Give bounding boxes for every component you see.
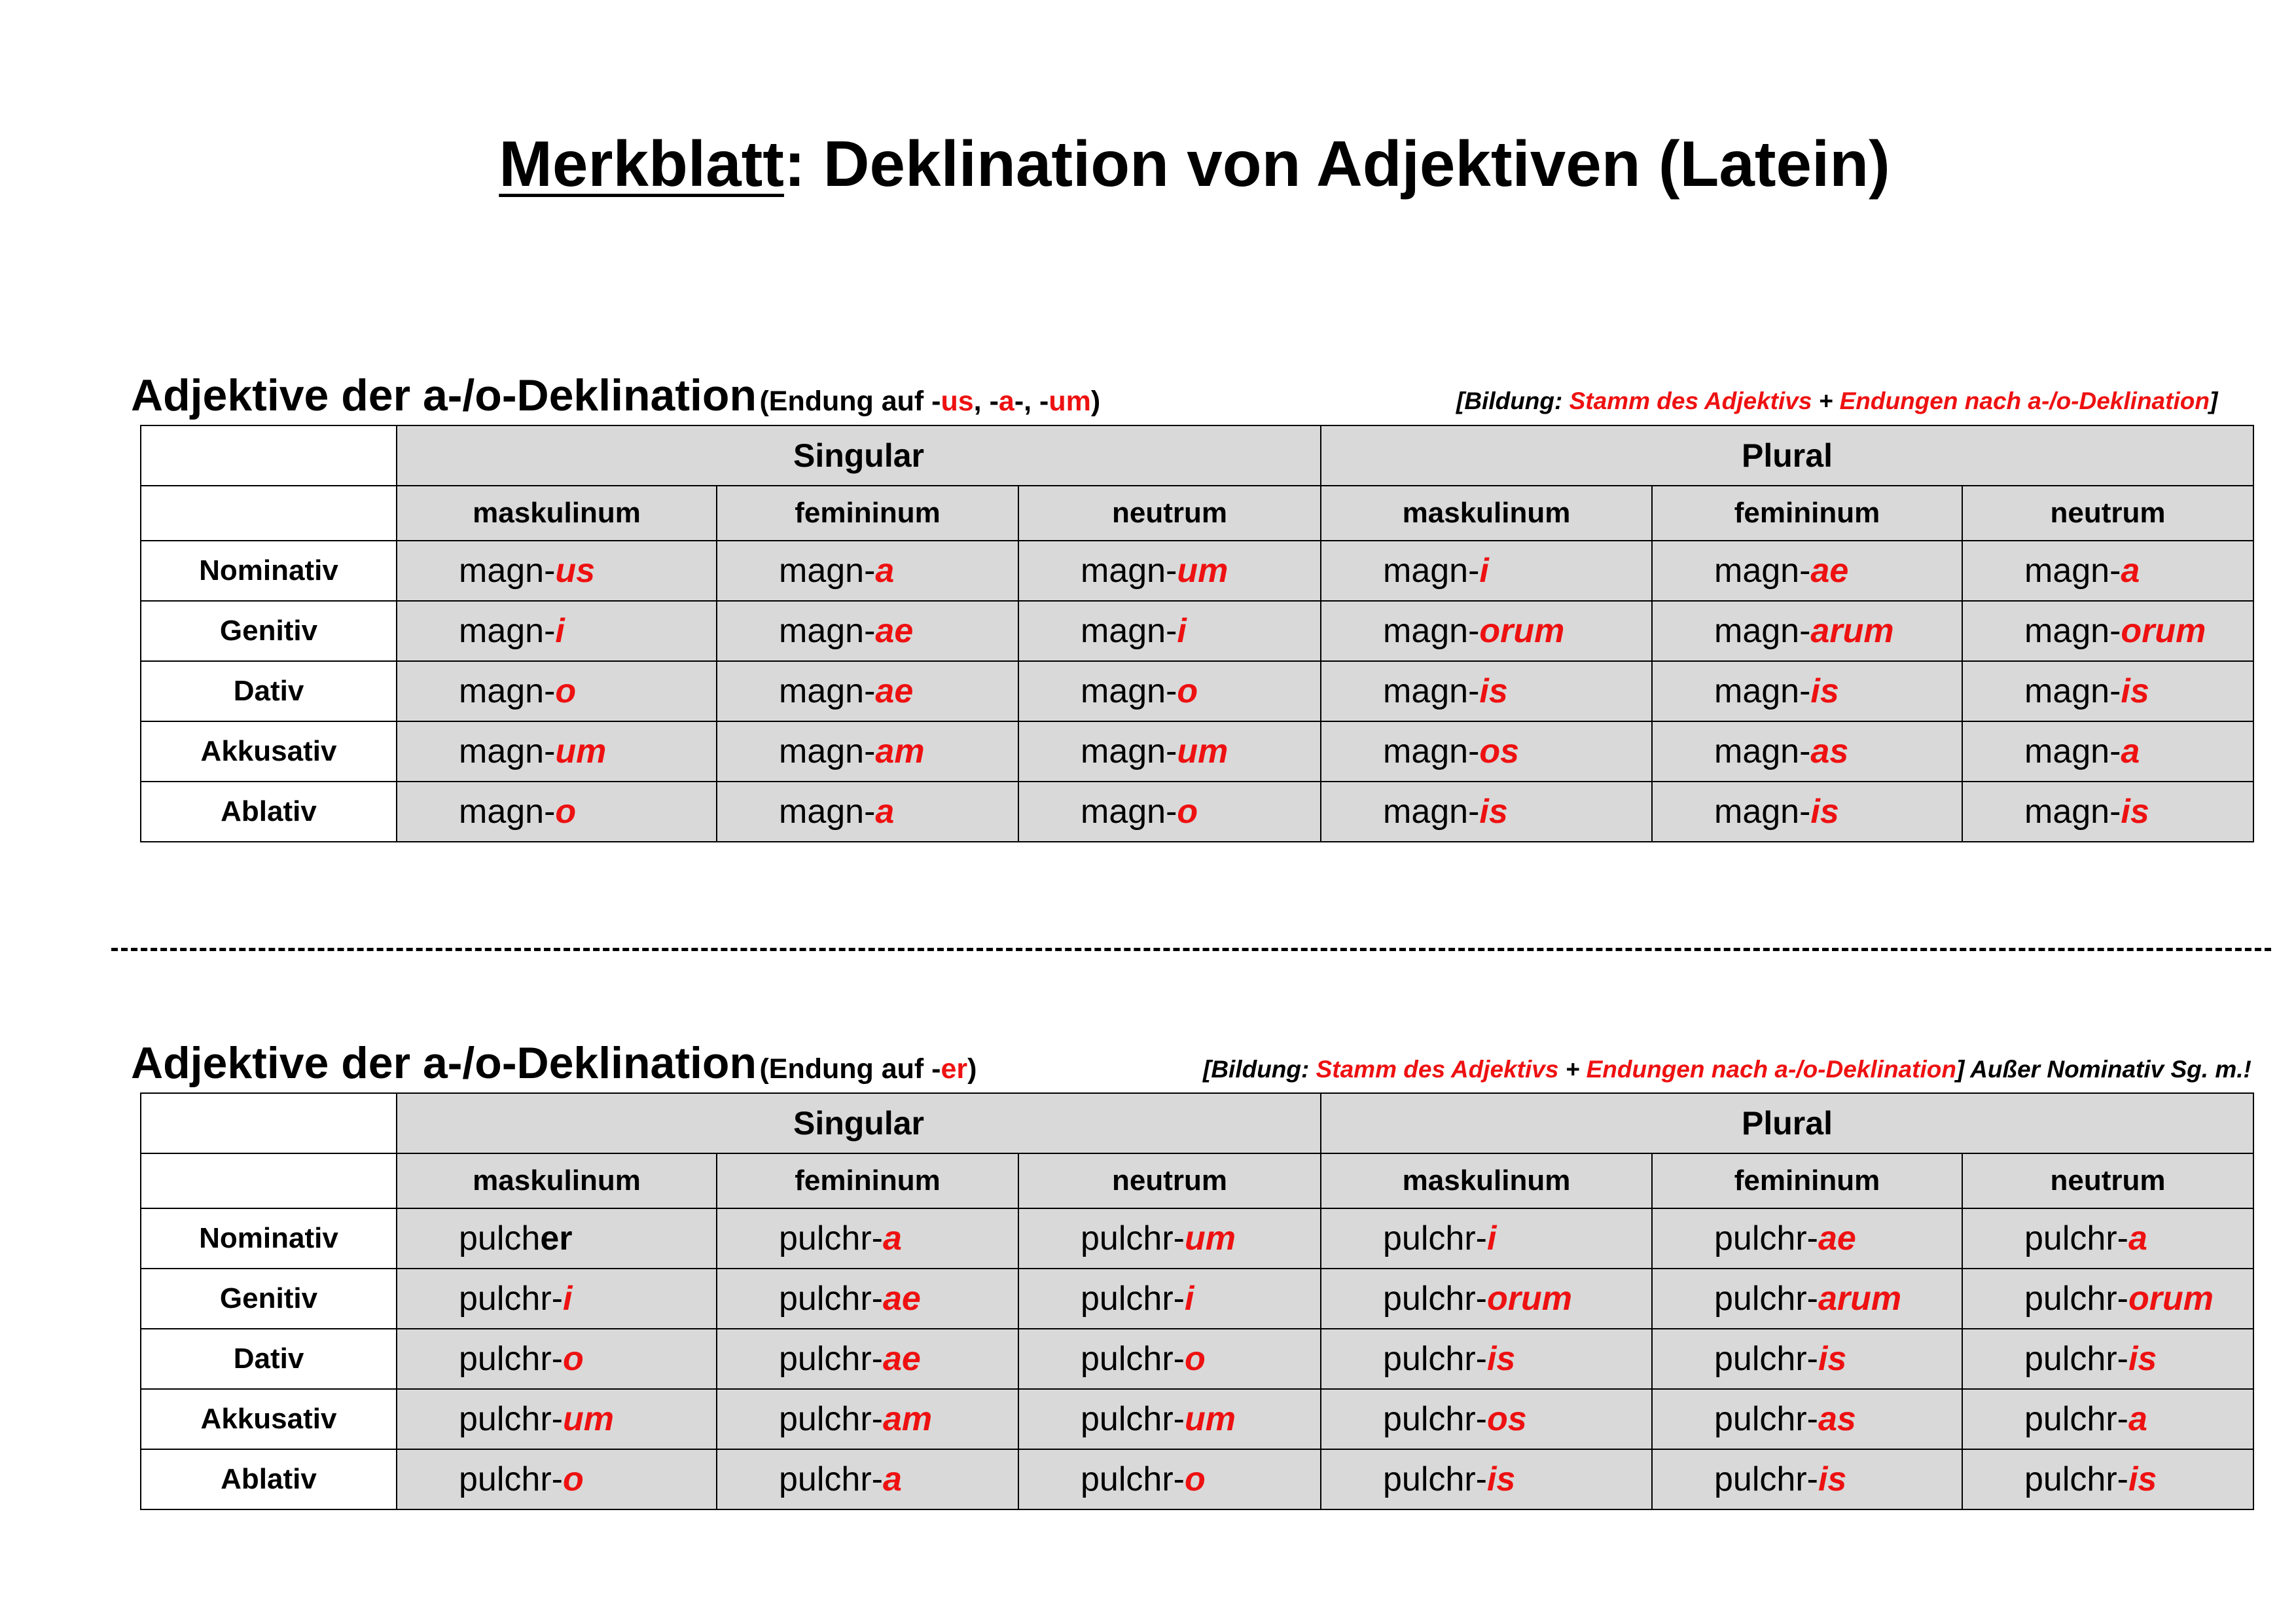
stem-text: magn- bbox=[459, 732, 556, 770]
form-cell bbox=[1652, 1329, 1962, 1389]
gender-header: neutrum bbox=[1962, 486, 2253, 541]
form-cell bbox=[1962, 1389, 2253, 1449]
ending-text: um bbox=[562, 1400, 614, 1438]
ending-text: a bbox=[875, 552, 895, 590]
gender-header: femininum bbox=[1652, 486, 1962, 541]
form-cell bbox=[1962, 1269, 2253, 1329]
stem-text: pulchr- bbox=[459, 1280, 563, 1318]
ending-text: a bbox=[2128, 1400, 2147, 1438]
form-cell bbox=[1018, 721, 1321, 782]
stem-text: pulchr- bbox=[2024, 1219, 2128, 1257]
ending-text: ae bbox=[1818, 1219, 1856, 1257]
gender-header: neutrum bbox=[1018, 486, 1321, 541]
stem-text: magn- bbox=[1714, 672, 1811, 710]
form-cell bbox=[717, 782, 1018, 842]
ending-text: os bbox=[1479, 732, 1520, 770]
ending-text: os bbox=[1486, 1400, 1527, 1438]
case-label: Dativ bbox=[141, 661, 397, 721]
ending-text: ae bbox=[882, 1340, 921, 1378]
form-cell bbox=[717, 1389, 1018, 1449]
section2-declension-table bbox=[140, 1092, 2254, 1510]
stem-text: magn- bbox=[2024, 732, 2121, 770]
stem-text: pulchr- bbox=[1383, 1460, 1487, 1498]
form-cell bbox=[1962, 782, 2253, 842]
form-cell bbox=[1321, 1208, 1652, 1269]
stem-text: pulchr- bbox=[779, 1340, 883, 1378]
table-row bbox=[141, 601, 2253, 661]
stem-text: magn- bbox=[779, 552, 876, 590]
form-cell bbox=[717, 1208, 1018, 1269]
section2-title: Adjektive der a-/o-Deklination bbox=[131, 1038, 757, 1088]
ending-text: us bbox=[555, 552, 596, 590]
stem-text: magn- bbox=[1383, 612, 1480, 650]
form-cell bbox=[397, 721, 717, 782]
ending-text: o bbox=[562, 1340, 584, 1378]
stem-text: magn- bbox=[1714, 732, 1811, 770]
section1-title: Adjektive der a-/o-Deklination bbox=[131, 370, 757, 420]
stem-text: magn- bbox=[779, 793, 876, 831]
stem-text: magn- bbox=[1714, 793, 1811, 831]
form-cell bbox=[1321, 1389, 1652, 1449]
form-cell bbox=[397, 1208, 717, 1269]
stem-text: pulchr- bbox=[1714, 1219, 1818, 1257]
stem-text: magn- bbox=[1081, 552, 1177, 590]
ending-text: am bbox=[882, 1400, 933, 1438]
form-cell bbox=[397, 661, 717, 721]
form-cell bbox=[1962, 661, 2253, 721]
ending-text: is bbox=[2121, 672, 2149, 710]
ending-text: is bbox=[2121, 793, 2149, 831]
ending-text: er bbox=[540, 1219, 573, 1257]
ending-text: arum bbox=[1810, 612, 1894, 650]
stem-text: pulchr- bbox=[779, 1400, 883, 1438]
ending-text: ae bbox=[875, 612, 914, 650]
section-divider bbox=[111, 948, 2271, 951]
section2-ending-hint: (Endung auf -er) bbox=[759, 1053, 977, 1085]
stem-text: magn- bbox=[459, 552, 556, 590]
stem-text: magn- bbox=[2024, 793, 2121, 831]
ending-text: i bbox=[1486, 1219, 1497, 1257]
ending-text: i bbox=[1479, 552, 1489, 590]
stem-text: pulch bbox=[459, 1219, 541, 1257]
stem-text: pulchr- bbox=[2024, 1400, 2128, 1438]
ending-text: a bbox=[882, 1219, 902, 1257]
case-label: Ablativ bbox=[141, 782, 397, 842]
form-cell bbox=[1018, 1208, 1321, 1269]
ending-text: orum bbox=[1479, 612, 1565, 650]
form-cell bbox=[717, 661, 1018, 721]
form-cell bbox=[1652, 782, 1962, 842]
ending-text: is bbox=[1810, 793, 1839, 831]
case-label: Genitiv bbox=[141, 601, 397, 661]
stem-text: magn- bbox=[1383, 672, 1480, 710]
stem-text: magn- bbox=[459, 612, 556, 650]
ending-text: as bbox=[1810, 732, 1849, 770]
stem-text: pulchr- bbox=[1081, 1219, 1185, 1257]
stem-text: pulchr- bbox=[1714, 1460, 1818, 1498]
form-cell bbox=[1652, 661, 1962, 721]
section1-ending-hint: (Endung auf -us, -a-, -um) bbox=[759, 386, 1101, 417]
table-row bbox=[141, 1269, 2253, 1329]
stem-text: magn- bbox=[779, 672, 876, 710]
page-title bbox=[0, 121, 2296, 206]
ending-text: is bbox=[1486, 1340, 1516, 1378]
form-cell bbox=[1321, 601, 1652, 661]
ending-text: o bbox=[555, 793, 577, 831]
stem-text: magn- bbox=[1081, 732, 1177, 770]
ending-text: um bbox=[1184, 1400, 1236, 1438]
table-row bbox=[141, 721, 2253, 782]
stem-text: pulchr- bbox=[779, 1219, 883, 1257]
form-cell bbox=[1321, 1329, 1652, 1389]
stem-text: pulchr- bbox=[1714, 1400, 1818, 1438]
stem-text: magn- bbox=[1714, 612, 1811, 650]
ending-text: ae bbox=[875, 672, 914, 710]
form-cell bbox=[1962, 721, 2253, 782]
table-row bbox=[141, 661, 2253, 721]
plural-header: Plural bbox=[1321, 1093, 2253, 1153]
table-row bbox=[141, 541, 2253, 601]
case-label: Dativ bbox=[141, 1329, 397, 1389]
stem-text: pulchr- bbox=[2024, 1280, 2128, 1318]
ending-text: um bbox=[555, 732, 607, 770]
ending-text: am bbox=[875, 732, 925, 770]
form-cell bbox=[717, 1449, 1018, 1509]
stem-text: pulchr- bbox=[1383, 1219, 1487, 1257]
ending-text: um bbox=[1184, 1219, 1236, 1257]
form-cell bbox=[1652, 541, 1962, 601]
form-cell bbox=[1652, 721, 1962, 782]
ending-text: is bbox=[2128, 1460, 2157, 1498]
form-cell bbox=[1652, 601, 1962, 661]
form-cell bbox=[1962, 1208, 2253, 1269]
ending-text: is bbox=[1818, 1460, 1847, 1498]
ending-text: i bbox=[562, 1280, 573, 1318]
form-cell bbox=[1018, 1329, 1321, 1389]
ending-text: a bbox=[2128, 1219, 2147, 1257]
gender-header: maskulinum bbox=[1321, 486, 1652, 541]
table-row bbox=[141, 782, 2253, 842]
ending-text: um bbox=[1177, 552, 1229, 590]
stem-text: pulchr- bbox=[1383, 1280, 1487, 1318]
form-cell bbox=[397, 782, 717, 842]
stem-text: pulchr- bbox=[1714, 1340, 1818, 1378]
stem-text: pulchr- bbox=[1714, 1280, 1818, 1318]
ending-text: o bbox=[555, 672, 577, 710]
form-cell bbox=[1321, 782, 1652, 842]
form-cell bbox=[1018, 541, 1321, 601]
stem-text: magn- bbox=[1081, 672, 1177, 710]
ending-text: o bbox=[1184, 1340, 1206, 1378]
stem-text: magn- bbox=[1714, 552, 1811, 590]
table-row bbox=[141, 1208, 2253, 1269]
ending-text: um bbox=[1177, 732, 1229, 770]
ending-text: o bbox=[1184, 1460, 1206, 1498]
section1-formation-note: [Bildung: Stamm des Adjektivs + Endungen nach a-/o-Deklination] bbox=[1456, 388, 2218, 414]
corner-cell bbox=[141, 1093, 397, 1153]
stem-text: magn- bbox=[459, 672, 556, 710]
stem-text: pulchr- bbox=[1081, 1280, 1185, 1318]
ending-text: orum bbox=[1486, 1280, 1572, 1318]
form-cell bbox=[1962, 541, 2253, 601]
form-cell bbox=[1652, 1389, 1962, 1449]
form-cell bbox=[1321, 1449, 1652, 1509]
stem-text: magn- bbox=[779, 732, 876, 770]
case-label: Nominativ bbox=[141, 1208, 397, 1269]
ending-text: orum bbox=[2128, 1280, 2214, 1318]
form-cell bbox=[717, 541, 1018, 601]
stem-text: pulchr- bbox=[1081, 1460, 1185, 1498]
form-cell bbox=[397, 1449, 717, 1509]
gender-header: neutrum bbox=[1018, 1153, 1321, 1208]
plural-header: Plural bbox=[1321, 425, 2253, 486]
gender-header: maskulinum bbox=[397, 486, 717, 541]
ending-text: arum bbox=[1818, 1280, 1902, 1318]
stem-text: magn- bbox=[2024, 552, 2121, 590]
gender-header: femininum bbox=[1652, 1153, 1962, 1208]
stem-text: pulchr- bbox=[2024, 1460, 2128, 1498]
stem-text: magn- bbox=[1383, 793, 1480, 831]
gender-header: neutrum bbox=[1962, 1153, 2253, 1208]
ending-text: as bbox=[1818, 1400, 1856, 1438]
ending-text: ae bbox=[882, 1280, 921, 1318]
section1-declension-table bbox=[140, 425, 2254, 842]
stem-text: magn- bbox=[1383, 732, 1480, 770]
stem-text: pulchr- bbox=[459, 1400, 563, 1438]
form-cell bbox=[1018, 1449, 1321, 1509]
ending-text: o bbox=[1177, 793, 1198, 831]
form-cell bbox=[397, 1329, 717, 1389]
form-cell bbox=[1018, 782, 1321, 842]
corner-cell bbox=[141, 486, 397, 541]
form-cell bbox=[1321, 541, 1652, 601]
ending-text: a bbox=[875, 793, 895, 831]
stem-text: magn- bbox=[1081, 793, 1177, 831]
title-rest: : Deklination von Adjektiven (Latein) bbox=[783, 128, 1890, 200]
ending-text: is bbox=[2128, 1340, 2157, 1378]
form-cell bbox=[717, 1269, 1018, 1329]
stem-text: pulchr- bbox=[1383, 1340, 1487, 1378]
section2-formation-note: [Bildung: Stamm des Adjektivs + Endungen nach a-/o-Deklination] Außer Nominativ Sg. m.! bbox=[1203, 1056, 2251, 1083]
ending-text: o bbox=[562, 1460, 584, 1498]
form-cell bbox=[1018, 1269, 1321, 1329]
form-cell bbox=[1652, 1208, 1962, 1269]
form-cell bbox=[397, 1269, 717, 1329]
ending-text: a bbox=[2121, 732, 2140, 770]
case-label: Akkusativ bbox=[141, 1389, 397, 1449]
form-cell bbox=[717, 601, 1018, 661]
singular-header: Singular bbox=[397, 425, 1321, 486]
stem-text: pulchr- bbox=[2024, 1340, 2128, 1378]
form-cell bbox=[1018, 661, 1321, 721]
form-cell bbox=[1962, 601, 2253, 661]
form-cell bbox=[1321, 661, 1652, 721]
stem-text: pulchr- bbox=[459, 1460, 563, 1498]
ending-text: is bbox=[1818, 1340, 1847, 1378]
stem-text: pulchr- bbox=[1383, 1400, 1487, 1438]
form-cell bbox=[397, 601, 717, 661]
case-label: Nominativ bbox=[141, 541, 397, 601]
title-underlined-word: Merkblatt bbox=[499, 128, 784, 200]
form-cell bbox=[1321, 1269, 1652, 1329]
ending-text: is bbox=[1479, 793, 1508, 831]
stem-text: magn- bbox=[459, 793, 556, 831]
ending-text: is bbox=[1810, 672, 1839, 710]
gender-header: femininum bbox=[717, 486, 1018, 541]
form-cell bbox=[717, 721, 1018, 782]
singular-header: Singular bbox=[397, 1093, 1321, 1153]
stem-text: pulchr- bbox=[779, 1280, 883, 1318]
stem-text: magn- bbox=[1081, 612, 1177, 650]
ending-text: i bbox=[1177, 612, 1187, 650]
corner-cell bbox=[141, 1153, 397, 1208]
ending-text: ae bbox=[1810, 552, 1849, 590]
gender-header: maskulinum bbox=[1321, 1153, 1652, 1208]
table-row bbox=[141, 1329, 2253, 1389]
gender-header: femininum bbox=[717, 1153, 1018, 1208]
form-cell bbox=[1018, 1389, 1321, 1449]
stem-text: magn- bbox=[1383, 552, 1480, 590]
stem-text: pulchr- bbox=[779, 1460, 883, 1498]
ending-text: a bbox=[2121, 552, 2140, 590]
ending-text: orum bbox=[2121, 612, 2206, 650]
form-cell bbox=[1018, 601, 1321, 661]
form-cell bbox=[1321, 721, 1652, 782]
form-cell bbox=[717, 1329, 1018, 1389]
ending-text: is bbox=[1479, 672, 1508, 710]
stem-text: magn- bbox=[2024, 612, 2121, 650]
case-label: Ablativ bbox=[141, 1449, 397, 1509]
form-cell bbox=[1652, 1449, 1962, 1509]
ending-text: is bbox=[1486, 1460, 1516, 1498]
ending-text: a bbox=[882, 1460, 902, 1498]
table-row bbox=[141, 1389, 2253, 1449]
stem-text: magn- bbox=[779, 612, 876, 650]
stem-text: magn- bbox=[2024, 672, 2121, 710]
form-cell bbox=[397, 541, 717, 601]
case-label: Akkusativ bbox=[141, 721, 397, 782]
table-row bbox=[141, 1449, 2253, 1509]
stem-text: pulchr- bbox=[1081, 1340, 1185, 1378]
form-cell bbox=[1962, 1329, 2253, 1389]
form-cell bbox=[397, 1389, 717, 1449]
ending-text: o bbox=[1177, 672, 1198, 710]
stem-text: pulchr- bbox=[459, 1340, 563, 1378]
stem-text: pulchr- bbox=[1081, 1400, 1185, 1438]
case-label: Genitiv bbox=[141, 1269, 397, 1329]
gender-header: maskulinum bbox=[397, 1153, 717, 1208]
form-cell bbox=[1652, 1269, 1962, 1329]
form-cell bbox=[1962, 1449, 2253, 1509]
corner-cell bbox=[141, 425, 397, 486]
ending-text: i bbox=[1184, 1280, 1194, 1318]
ending-text: i bbox=[555, 612, 565, 650]
